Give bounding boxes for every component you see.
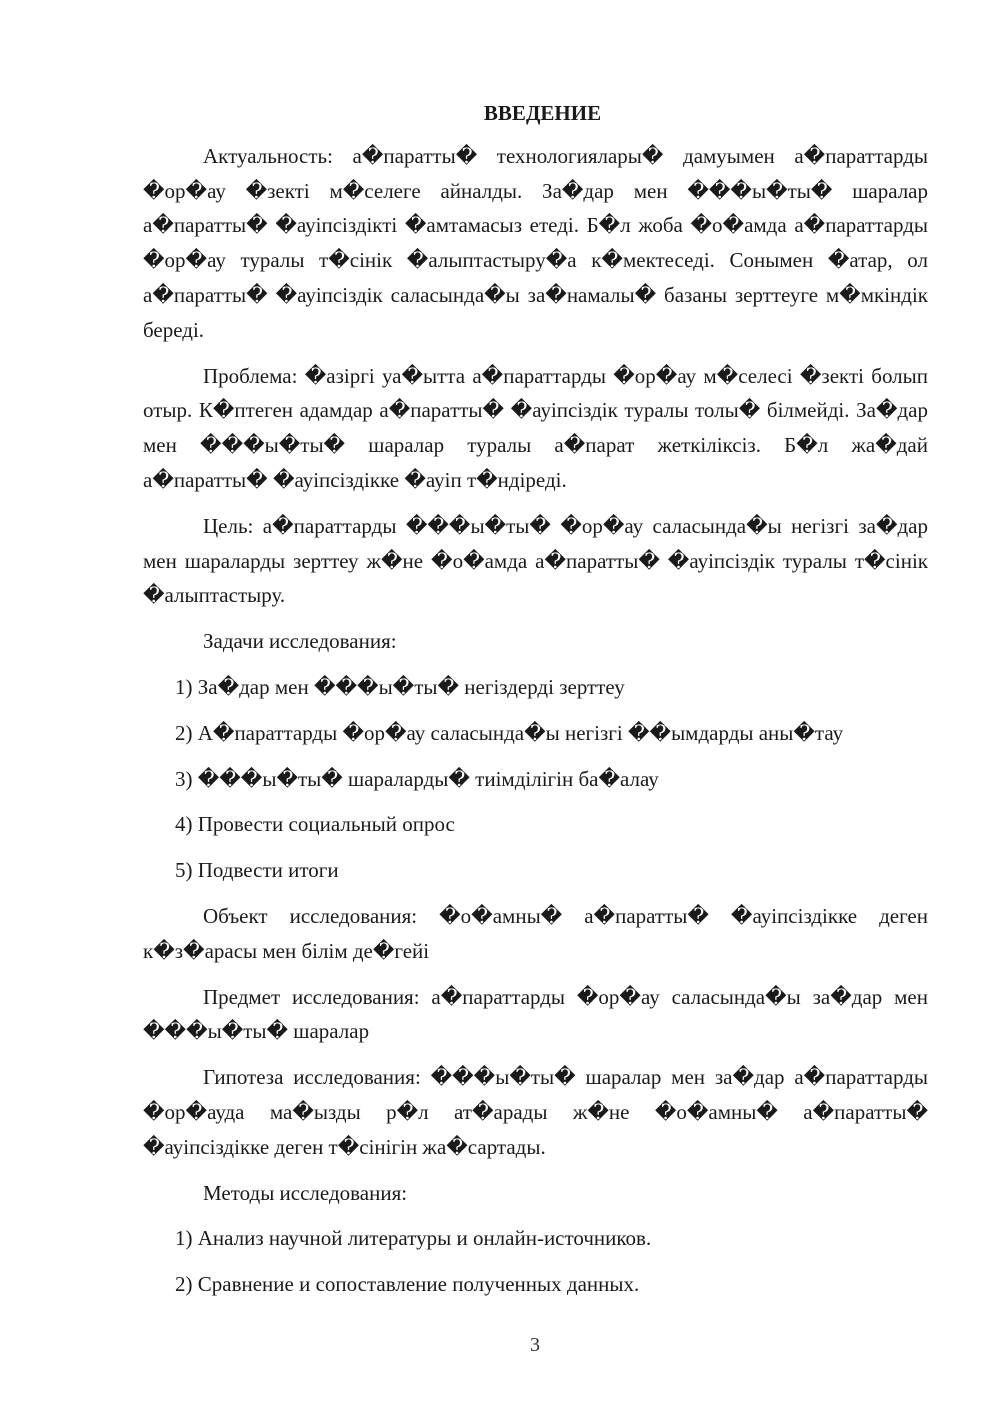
section-title: ВВЕДЕНИЕ bbox=[483, 101, 602, 125]
page-number: 3 bbox=[530, 1334, 540, 1356]
list-item: 5) Подвести итоги bbox=[175, 858, 339, 883]
list-item: 1) Анализ научной литературы и онлайн-источников. bbox=[175, 1226, 652, 1251]
list-item: 3) ���ы�ты� шараларды� тиімділігін ба�алау bbox=[175, 766, 659, 791]
tasks-label: Задачи исследования: bbox=[203, 629, 397, 654]
methods-list bbox=[143, 1221, 928, 1302]
tasks-list bbox=[143, 670, 928, 888]
list-item: 4) Провести социальный опрос bbox=[175, 812, 455, 837]
document-page bbox=[143, 96, 928, 1313]
paragraph-object: Объект исследования: �о�амны� а�паратты� �ауіпсіздікке деген к�з�арасы мен білім де�гейі bbox=[143, 903, 928, 963]
paragraph-relevance: Актуальность: а�паратты� технологиялары� дамуымен а�параттарды �ор�ау �зекті м�селеге айналды. За�дар мен ���ы�ты� шаралар а�паратты� �ауіпсіздікті �амтамасыз етеді. Б�л жоба �о�амда а�параттарды �ор�ау туралы т�сінік �алыптастыру�а к�мектеседі. Сонымен �атар, ол а�паратты� �ауіпсіздік саласында�ы за�намалы� базаны зерттеуге м�мкіндік береді. bbox=[143, 143, 928, 342]
paragraph-goal: Цель: а�параттарды ���ы�ты� �ор�ау саласында�ы негізгі за�дар мен шараларды зерттеу ж�не �о�амда а�паратты� �ауіпсіздік туралы т�сінік �алыптастыру. bbox=[143, 513, 928, 608]
list-item: 2) А�параттарды �ор�ау саласында�ы негізгі ��ымдарды аны�тау bbox=[175, 720, 844, 745]
methods-label: Методы исследования: bbox=[203, 1180, 408, 1205]
list-item: 2) Сравнение и сопоставление полученных данных. bbox=[175, 1272, 640, 1297]
paragraph-problem: Проблема: �азіргі уа�ытта а�параттарды �ор�ау м�селесі �зекті болып отыр. К�птеген адамдар а�паратты� �ауіпсіздік туралы толы� білмейді. За�дар мен ���ы�ты� шаралар туралы а�парат жеткіліксіз. Б�л жа�дай а�паратты� �ауіпсіздікке �ауіп т�ндіреді. bbox=[143, 363, 928, 492]
list-item: 1) За�дар мен ���ы�ты� негіздерді зерттеу bbox=[175, 674, 625, 699]
paragraph-hypothesis: Гипотеза исследования: ���ы�ты� шаралар мен за�дар а�параттарды �ор�ауда ма�ызды р�л ат�арады ж�не �о�амны� а�паратты� �ауіпсіздікке деген т�сінігін жа�сартады. bbox=[143, 1065, 928, 1159]
paragraph-subject: Предмет исследования: а�параттарды �ор�ау саласында�ы за�дар мен ���ы�ты� шаралар bbox=[143, 984, 928, 1044]
